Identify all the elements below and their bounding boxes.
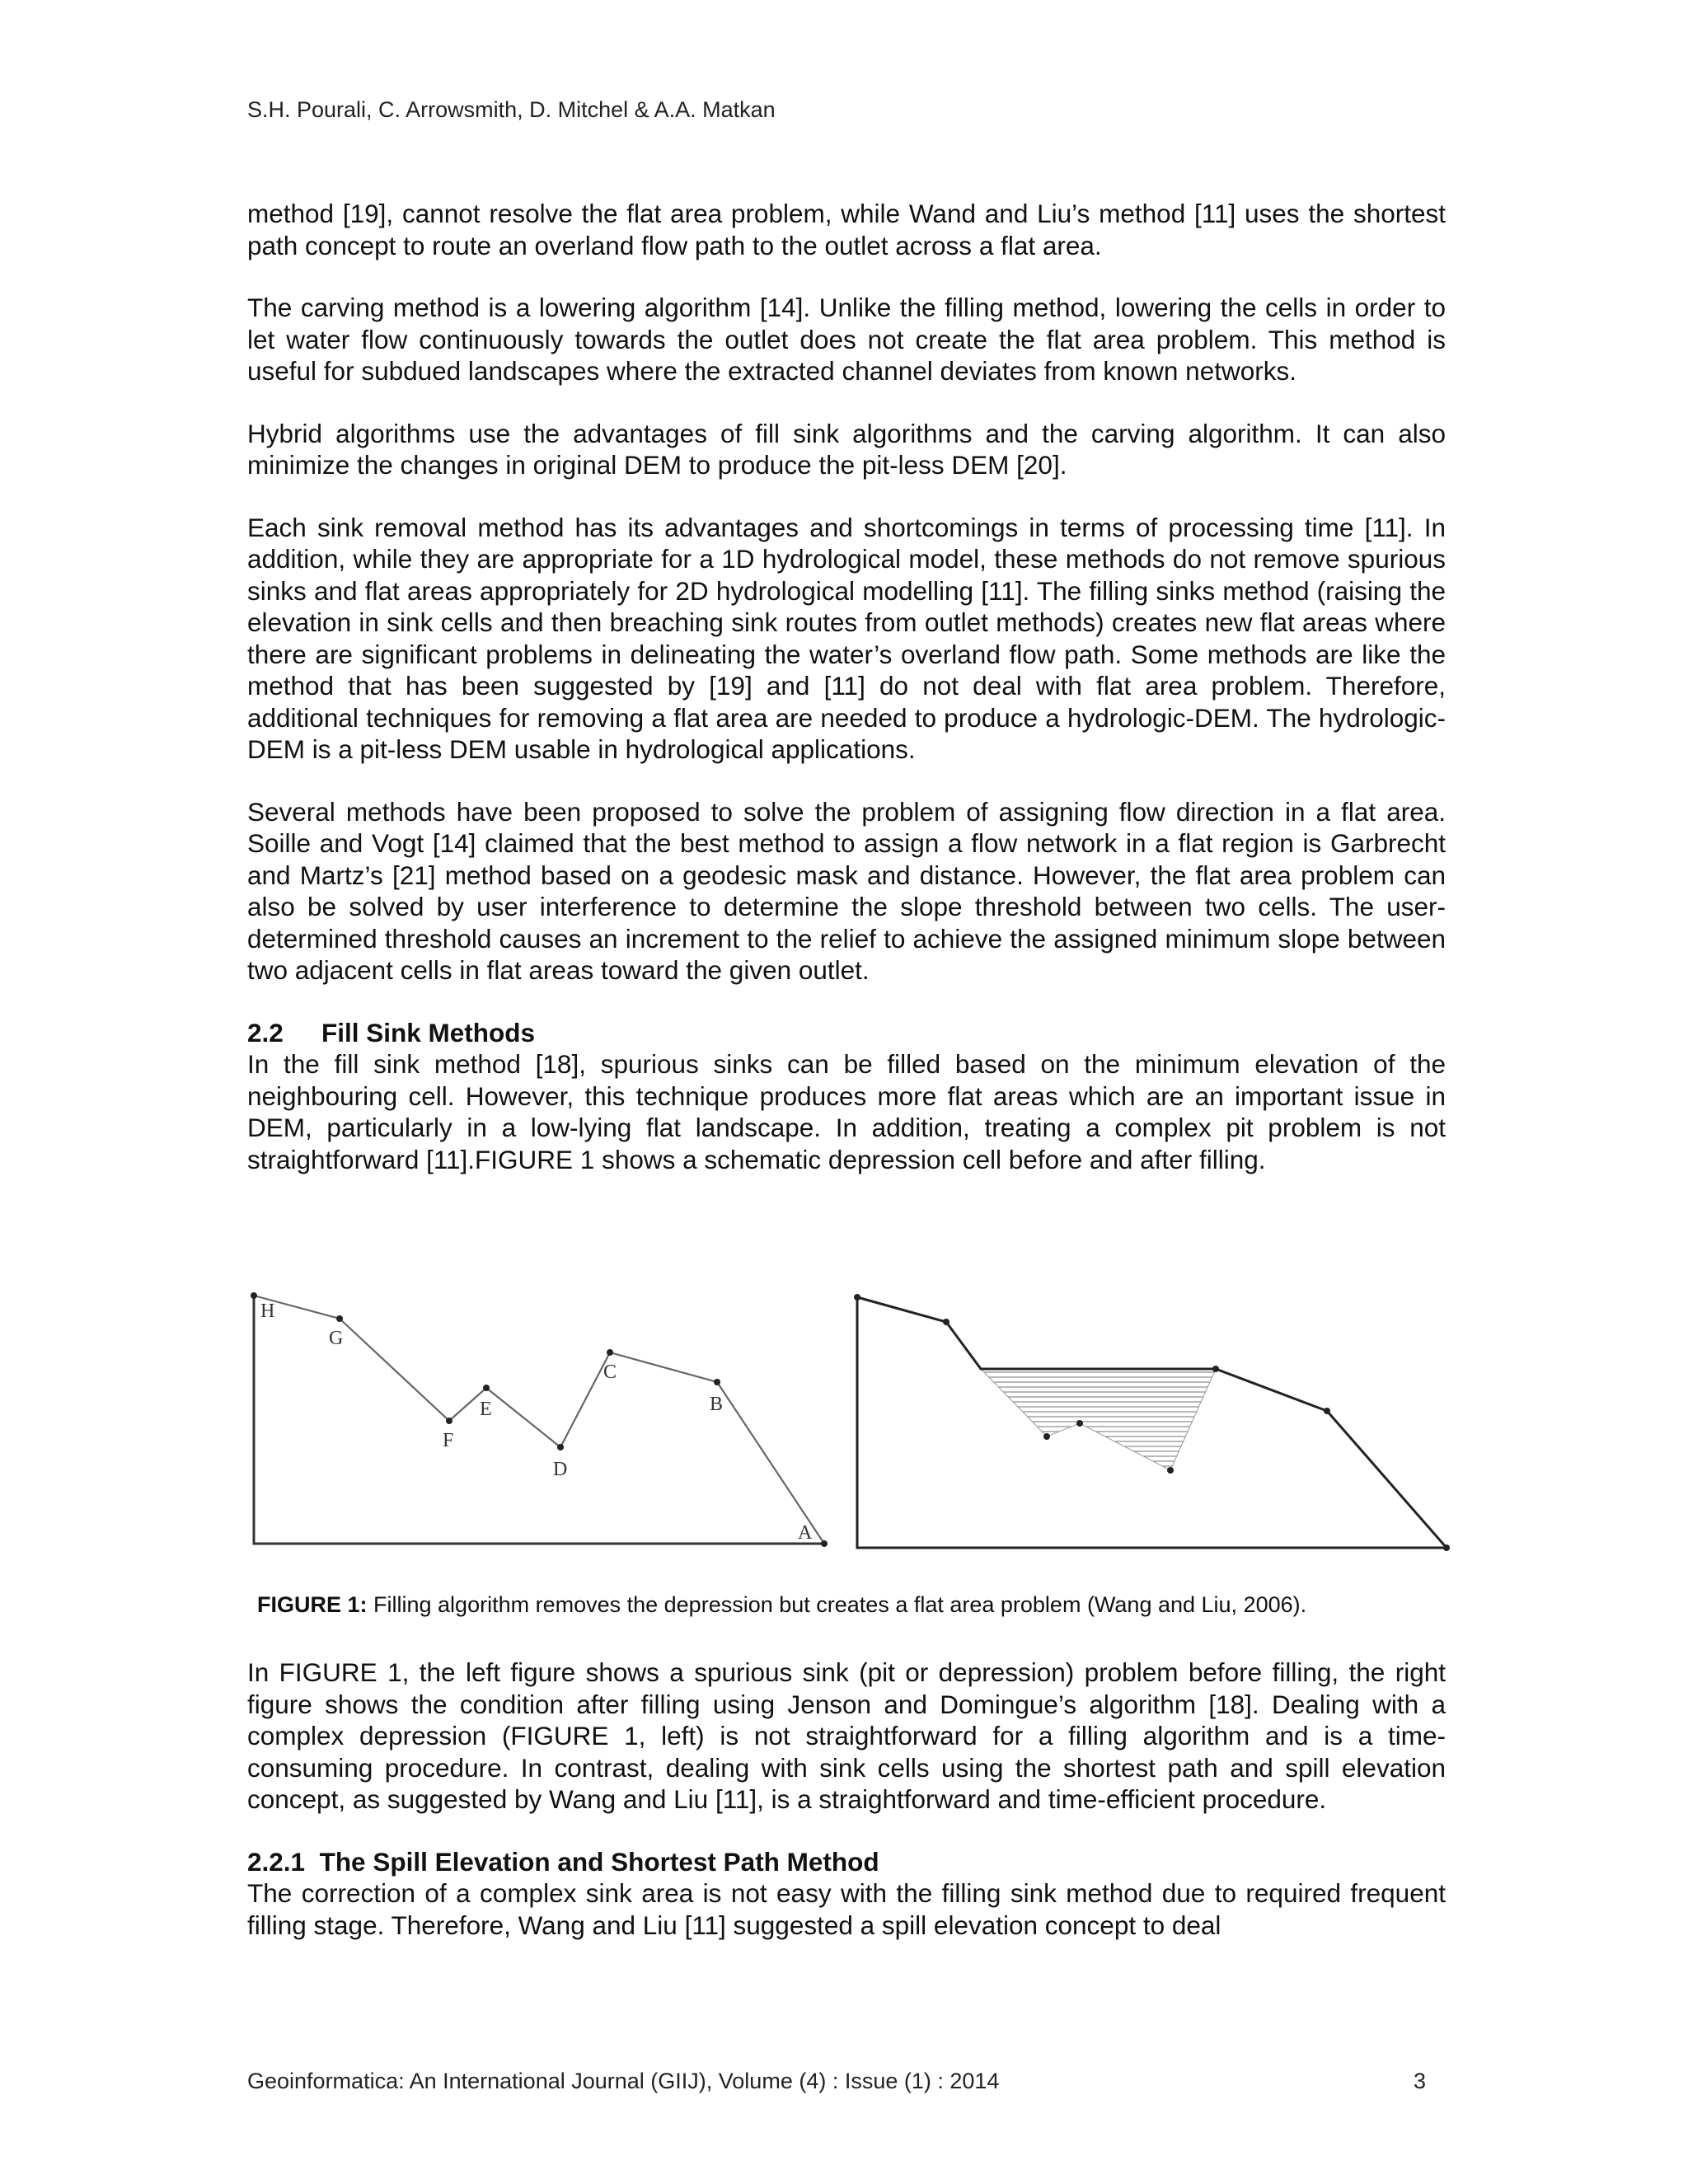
caption-label: FIGURE 1: bbox=[257, 1592, 368, 1617]
point-label-g: G bbox=[329, 1328, 344, 1349]
paragraph: In FIGURE 1, the left figure shows a spurious sink (pit or depression) problem before filling, the right figure shows the condition after filling using Jenson and Domingue’s algorithm [18]. Dealing with a complex depression (FIGURE 1, left) is not straightforward for a filling algorithm and is a time-consuming procedure. In contrast, dealing with sink cells using the shortest path and spill elevation concept, as suggested by Wang and Liu [11], is a straightforward and time-efficient procedure. bbox=[247, 1657, 1446, 1814]
point-label-c: C bbox=[603, 1361, 617, 1383]
running-header: S.H. Pourali, C. Arrowsmith, D. Mitchel & A.A. Matkan bbox=[247, 97, 776, 122]
point-label-d: D bbox=[553, 1459, 568, 1480]
section-number: 2.2.1 bbox=[247, 1846, 306, 1877]
figure-1 bbox=[247, 1286, 1451, 1558]
section-title: Fill Sink Methods bbox=[321, 1017, 536, 1047]
body-text-bottom bbox=[247, 1657, 1446, 1971]
section-number: 2.2 bbox=[247, 1017, 284, 1047]
section-heading-2-2 bbox=[247, 1017, 1446, 1049]
paragraph: The carving method is a lowering algorithm [14]. Unlike the filling method, lowering the cells in order to let water flow continuously towards the outlet does not create the flat area problem. This method is useful for subdued landscapes where the extracted channel deviates from known networks. bbox=[247, 293, 1446, 386]
point-label-f: F bbox=[443, 1430, 454, 1451]
journal-citation: Geoinformatica: An International Journal (GIIJ), Volume (4) : Issue (1) : 2014 bbox=[247, 2069, 1000, 2093]
caption-text: Filling algorithm removes the depression but creates a flat area problem (Wang and Liu, 2006). bbox=[367, 1592, 1307, 1617]
point-label-b: B bbox=[710, 1394, 724, 1415]
section-title: The Spill Elevation and Shortest Path Method bbox=[319, 1846, 879, 1877]
point-label-e: E bbox=[480, 1399, 492, 1420]
point-label-a: A bbox=[798, 1522, 813, 1544]
paragraph: The correction of a complex sink area is not easy with the filling sink method due to required frequent filling stage. Therefore, Wang and Liu [11] suggested a spill elevation concept to deal bbox=[247, 1878, 1446, 1940]
left-point-labels bbox=[260, 1301, 813, 1544]
filled-depression-area bbox=[981, 1369, 1216, 1470]
page-footer bbox=[247, 2069, 1426, 2094]
right-panel-after-filling bbox=[854, 1294, 1450, 1551]
point-label-h: H bbox=[260, 1301, 275, 1322]
figure-1-drawing bbox=[247, 1286, 1451, 1558]
paragraph: Each sink removal method has its advantages and shortcomings in terms of processing time [11]. In addition, while they are appropriate for a 1D hydrological model, these methods do not remove spurious sinks and flat areas appropriately for 2D hydrological modelling [11]. The filling sinks method (raising the elevation in sink cells and then breaching sink routes from outlet methods) creates new flat areas where there are significant problems in delineating the water’s overland flow path. Some methods are like the method that has been suggested by [19] and [11] do not deal with flat area problem. Therefore, additional techniques for removing a flat area are needed to produce a hydrologic-DEM. The hydrologic-DEM is a pit-less DEM usable in hydrological applications. bbox=[247, 512, 1446, 764]
paragraph: method [19], cannot resolve the flat area problem, while Wand and Liu’s method [11] uses the shortest path concept to route an overland flow path to the outlet across a flat area. bbox=[247, 199, 1446, 260]
paragraph: Several methods have been proposed to solve the problem of assigning flow direction in a flat area. Soille and Vogt [14] claimed that the best method to assign a flow network in a flat region is Garbrecht and Martz’s [21] method based on a geodesic mask and distance. However, the flat area problem can also be solved by user interference to determine the slope threshold between two cells. The user-determined threshold causes an increment to the relief to achieve the assigned minimum slope between two adjacent cells in flat areas toward the given outlet. bbox=[247, 796, 1446, 985]
paragraph: In the fill sink method [18], spurious sinks can be filled based on the minimum elevation of the neighbouring cell. However, this technique produces more flat areas which are an important issue in DEM, particularly in a low-lying flat landscape. In addition, treating a complex pit problem is not straightforward [11].FIGURE 1 shows a schematic depression cell before and after filling. bbox=[247, 1049, 1446, 1174]
section-heading-2-2-1 bbox=[247, 1846, 1446, 1878]
body-text-top bbox=[247, 198, 1446, 1206]
figure-1-caption bbox=[257, 1591, 1444, 1619]
paragraph: Hybrid algorithms use the advantages of fill sink algorithms and the carving algorithm. It can also minimize the changes in original DEM to produce the pit-less DEM [20]. bbox=[247, 418, 1446, 480]
page-number: 3 bbox=[1413, 2069, 1426, 2093]
